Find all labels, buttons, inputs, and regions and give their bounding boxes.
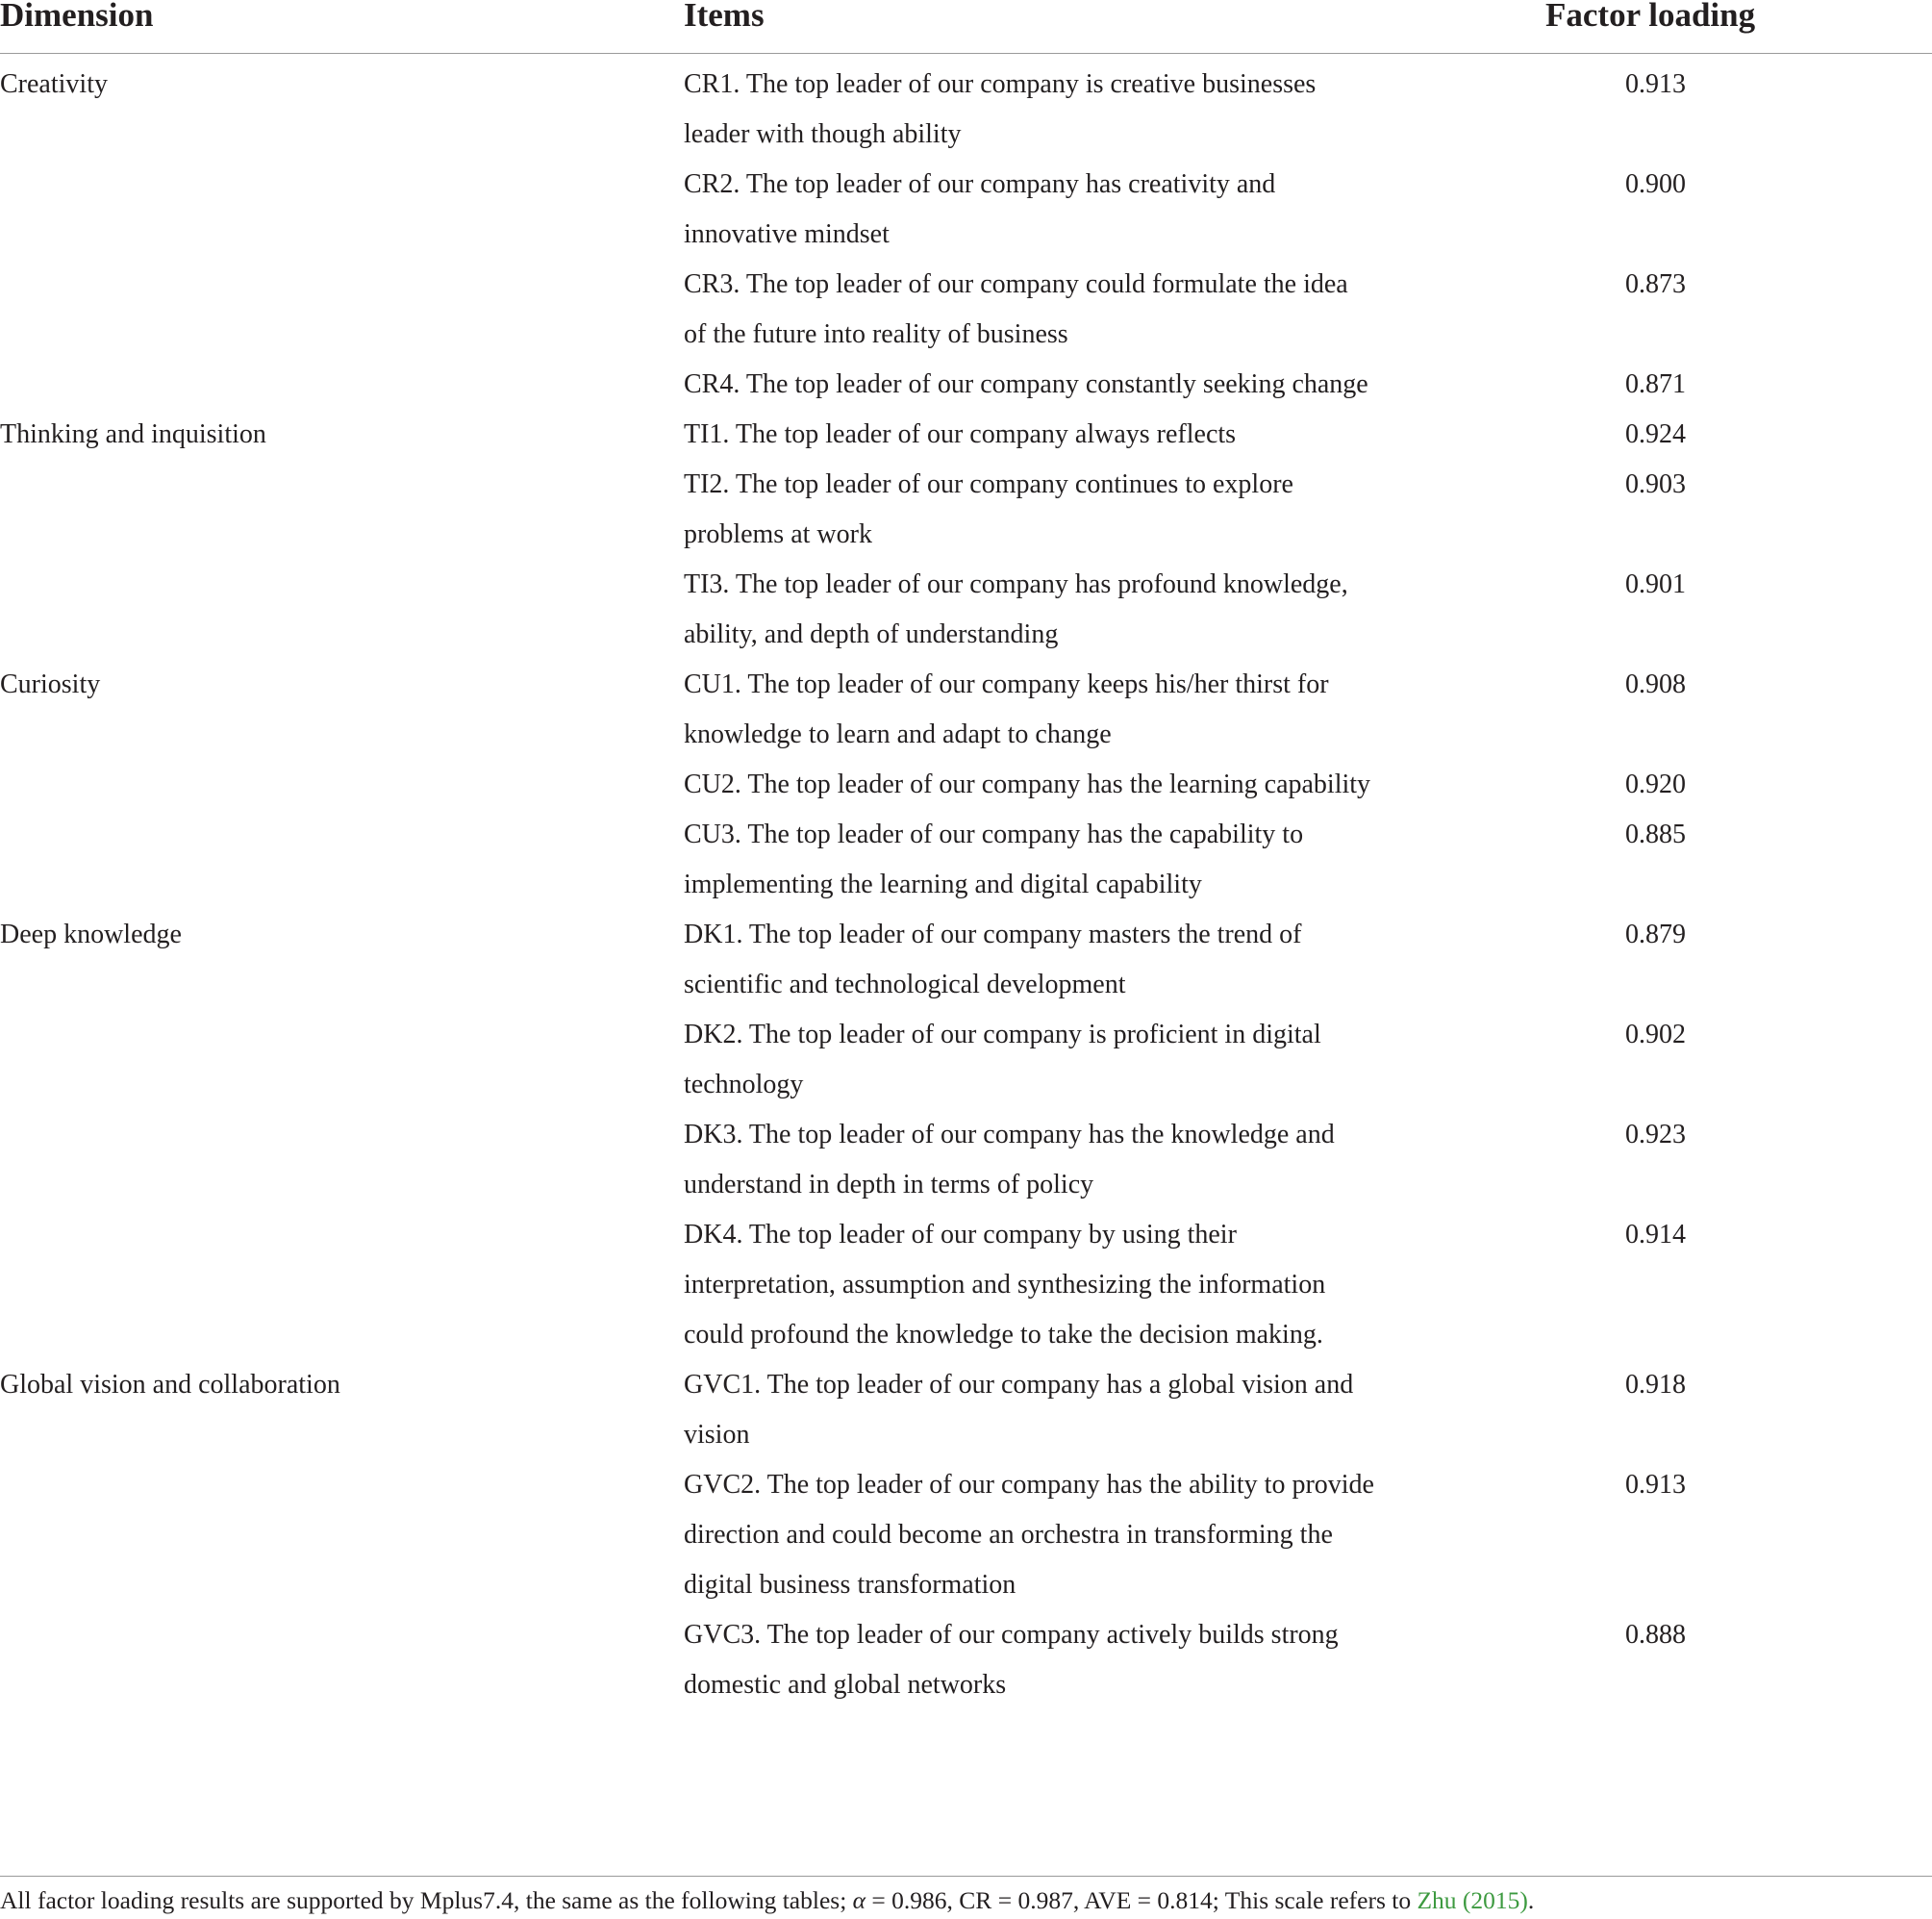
item-cell bbox=[684, 460, 1510, 560]
item-text: DK4. The top leader of our company by using their interpretation, assumption and synthesizing the information could profound the knowledge to take the decision making. bbox=[684, 1220, 1326, 1350]
dimension-cell bbox=[0, 160, 684, 260]
item-cell bbox=[684, 660, 1510, 760]
dimension-cell: Thinking and inquisition bbox=[0, 419, 266, 449]
item-text: GVC3. The top leader of our company actively builds strong domestic and global networks bbox=[684, 1620, 1339, 1700]
loading-cell: 0.901 bbox=[1625, 569, 1686, 599]
item-text: CR3. The top leader of our company could formulate the idea of the future into reality of business bbox=[684, 269, 1348, 349]
item-cell bbox=[684, 1210, 1510, 1360]
item-cell bbox=[684, 760, 1510, 810]
table-row bbox=[0, 760, 1932, 810]
header-items: Items bbox=[684, 0, 1510, 54]
item-text: TI2. The top leader of our company continues to explore problems at work bbox=[684, 469, 1293, 549]
item-cell bbox=[684, 160, 1510, 260]
item-cell bbox=[684, 560, 1510, 660]
dimension-cell bbox=[0, 810, 684, 910]
loading-cell: 0.918 bbox=[1625, 1370, 1686, 1400]
footnote-text: All factor loading results are supported by Mplus7.4, the same as the following tables; bbox=[0, 1886, 853, 1914]
table-row bbox=[0, 460, 1932, 560]
dimension-cell: Global vision and collaboration bbox=[0, 1370, 340, 1400]
table-row bbox=[0, 1010, 1932, 1110]
dimension-cell bbox=[0, 1460, 684, 1610]
footnote-end: . bbox=[1527, 1886, 1535, 1914]
item-cell bbox=[684, 1110, 1510, 1210]
loading-cell: 0.900 bbox=[1625, 169, 1686, 199]
table-header-row bbox=[0, 0, 1932, 54]
table-row bbox=[0, 560, 1932, 660]
item-text: TI1. The top leader of our company always reflects bbox=[684, 419, 1237, 449]
dimension-cell bbox=[0, 260, 684, 360]
item-text: GVC1. The top leader of our company has a global vision and vision bbox=[684, 1370, 1354, 1450]
table-row bbox=[0, 260, 1932, 360]
loading-cell: 0.888 bbox=[1625, 1620, 1686, 1650]
loading-cell: 0.903 bbox=[1625, 469, 1686, 499]
table-row bbox=[0, 1360, 1932, 1460]
item-text: CU2. The top leader of our company has the learning capability bbox=[684, 770, 1371, 799]
loading-cell: 0.873 bbox=[1625, 269, 1686, 299]
dimension-cell bbox=[0, 1010, 684, 1110]
item-text: CR1. The top leader of our company is creative businesses leader with though ability bbox=[684, 69, 1317, 149]
loading-cell: 0.879 bbox=[1625, 920, 1686, 949]
table-row bbox=[0, 360, 1932, 410]
loading-cell: 0.913 bbox=[1625, 1470, 1686, 1500]
item-text: DK1. The top leader of our company masters the trend of scientific and technological development bbox=[684, 920, 1302, 999]
item-cell bbox=[684, 1610, 1510, 1710]
item-text: DK2. The top leader of our company is proficient in digital technology bbox=[684, 1020, 1321, 1099]
item-cell bbox=[684, 910, 1510, 1010]
loading-cell: 0.908 bbox=[1625, 669, 1686, 699]
dimension-cell: Curiosity bbox=[0, 669, 101, 699]
dimension-cell bbox=[0, 460, 684, 560]
dimension-cell bbox=[0, 760, 684, 810]
item-cell bbox=[684, 1460, 1510, 1610]
table-row bbox=[0, 410, 1932, 460]
dimension-cell bbox=[0, 360, 684, 410]
loading-cell: 0.913 bbox=[1625, 69, 1686, 99]
header-dimension: Dimension bbox=[0, 0, 684, 54]
table-footnote bbox=[0, 1876, 1932, 1916]
item-text: CR2. The top leader of our company has creativity and innovative mindset bbox=[684, 169, 1276, 249]
table-row bbox=[0, 910, 1932, 1010]
loading-cell: 0.923 bbox=[1625, 1120, 1686, 1149]
citation-link[interactable]: Zhu (2015) bbox=[1417, 1886, 1528, 1914]
table-row bbox=[0, 1460, 1932, 1610]
table-row bbox=[0, 1210, 1932, 1360]
item-text: CU1. The top leader of our company keeps his/her thirst for knowledge to learn and adapt to change bbox=[684, 669, 1329, 749]
footnote-stats: = 0.986, CR = 0.987, AVE = 0.814; This scale refers to bbox=[866, 1886, 1418, 1914]
item-cell bbox=[684, 1360, 1510, 1460]
table-row bbox=[0, 1110, 1932, 1210]
loading-cell: 0.920 bbox=[1625, 770, 1686, 799]
table-row bbox=[0, 160, 1932, 260]
table-row bbox=[0, 54, 1932, 161]
loading-cell: 0.924 bbox=[1625, 419, 1686, 449]
item-text: CU3. The top leader of our company has the capability to implementing the learning and digital capability bbox=[684, 820, 1304, 899]
item-cell bbox=[684, 360, 1510, 410]
table-row bbox=[0, 660, 1932, 760]
item-cell bbox=[684, 54, 1510, 161]
table-row bbox=[0, 810, 1932, 910]
item-text: TI3. The top leader of our company has profound knowledge, ability, and depth of understanding bbox=[684, 569, 1348, 649]
dimension-cell: Creativity bbox=[0, 69, 108, 99]
item-cell bbox=[684, 410, 1510, 460]
header-factor-loading: Factor loading bbox=[1510, 0, 1932, 54]
dimension-cell bbox=[0, 1110, 684, 1210]
item-cell bbox=[684, 260, 1510, 360]
table-row bbox=[0, 1610, 1932, 1710]
item-cell bbox=[684, 810, 1510, 910]
loading-cell: 0.902 bbox=[1625, 1020, 1686, 1049]
dimension-cell: Deep knowledge bbox=[0, 920, 182, 949]
item-text: GVC2. The top leader of our company has the ability to provide direction and could become an orchestra in transforming the digital business transformation bbox=[684, 1470, 1374, 1600]
item-text: CR4. The top leader of our company constantly seeking change bbox=[684, 369, 1368, 399]
loading-cell: 0.914 bbox=[1625, 1220, 1686, 1250]
item-text: DK3. The top leader of our company has the knowledge and understand in depth in terms of policy bbox=[684, 1120, 1335, 1199]
item-cell bbox=[684, 1010, 1510, 1110]
dimension-cell bbox=[0, 1610, 684, 1710]
loading-cell: 0.885 bbox=[1625, 820, 1686, 849]
dimension-cell bbox=[0, 560, 684, 660]
alpha-symbol: α bbox=[852, 1886, 866, 1914]
loading-cell: 0.871 bbox=[1625, 369, 1686, 399]
dimension-cell bbox=[0, 1210, 684, 1360]
